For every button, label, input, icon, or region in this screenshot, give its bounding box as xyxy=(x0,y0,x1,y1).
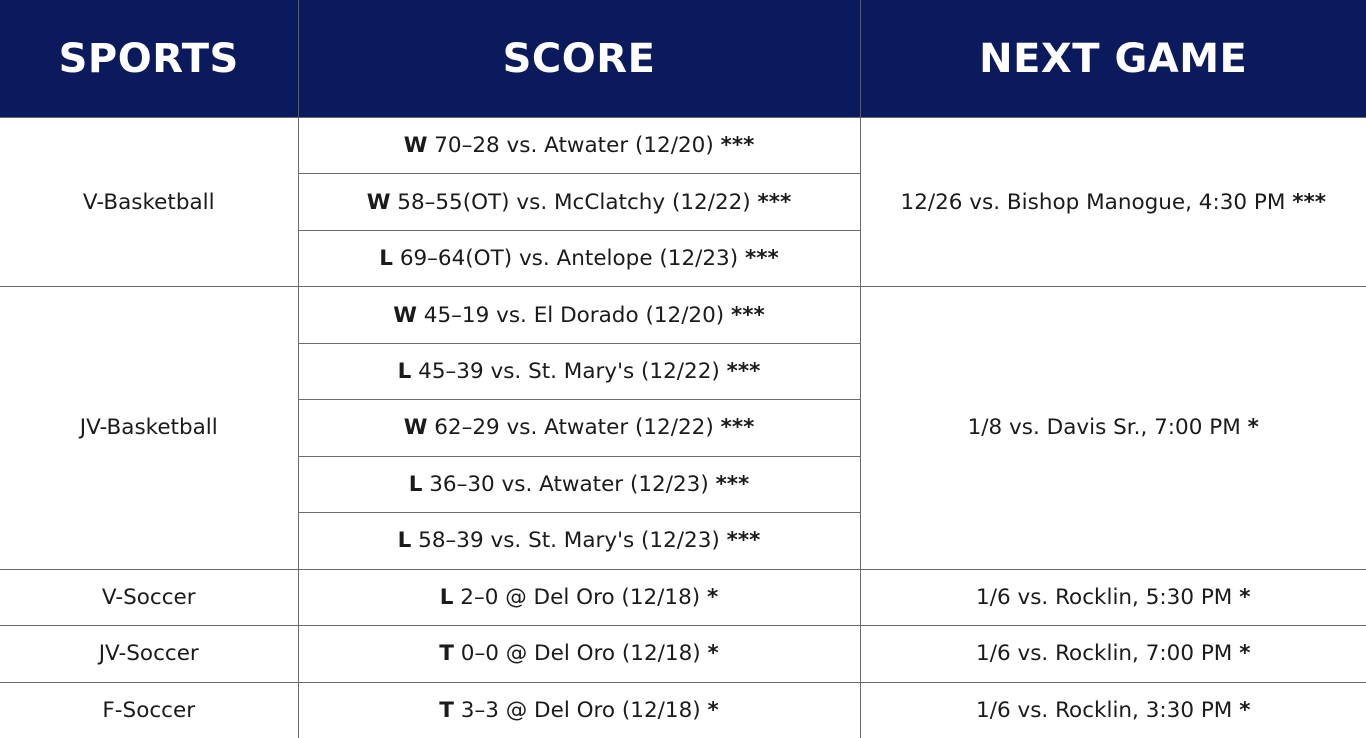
rating-stars: *** xyxy=(744,246,779,272)
score-text: 45–39 vs. St. Mary's (12/22) xyxy=(418,359,720,385)
rating-stars: * xyxy=(1239,697,1251,723)
rating-stars: *** xyxy=(720,133,755,159)
rating-stars: *** xyxy=(757,189,792,215)
sport-cell: V-Basketball xyxy=(0,118,298,287)
rating-stars: *** xyxy=(726,359,761,385)
table-row xyxy=(0,682,1366,738)
sport-cell: F-Soccer xyxy=(0,682,298,738)
sport-cell: JV-Basketball xyxy=(0,287,298,569)
score-text: 58–55(OT) vs. McClatchy (12/22) xyxy=(397,189,751,215)
score-text: 0–0 @ Del Oro (12/18) xyxy=(460,641,701,667)
result-label: W xyxy=(403,415,428,441)
score-text: 70–28 vs. Atwater (12/20) xyxy=(434,133,714,159)
sport-cell: JV-Soccer xyxy=(0,626,298,682)
result-label: L xyxy=(397,528,412,554)
score-cell xyxy=(298,456,860,512)
score-text: 58–39 vs. St. Mary's (12/23) xyxy=(418,528,720,554)
score-cell xyxy=(298,682,860,738)
table-body xyxy=(0,118,1366,738)
rating-stars: * xyxy=(1239,584,1251,610)
result-label: W xyxy=(366,189,391,215)
score-text: 45–19 vs. El Dorado (12/20) xyxy=(423,302,725,328)
result-label: T xyxy=(439,641,454,667)
score-cell xyxy=(298,287,860,343)
score-cell xyxy=(298,174,860,230)
score-text: 36–30 vs. Atwater (12/23) xyxy=(429,471,709,497)
sport-cell: V-Soccer xyxy=(0,569,298,625)
result-label: W xyxy=(403,133,428,159)
score-cell xyxy=(298,626,860,682)
rating-stars: * xyxy=(1239,641,1251,667)
rating-stars: *** xyxy=(726,528,761,554)
result-label: L xyxy=(439,584,454,610)
next-game-cell xyxy=(860,118,1366,287)
rating-stars: * xyxy=(707,584,719,610)
rating-stars: *** xyxy=(715,471,750,497)
score-cell xyxy=(298,118,860,174)
score-cell xyxy=(298,400,860,456)
score-text: 62–29 vs. Atwater (12/22) xyxy=(434,415,714,441)
result-label: L xyxy=(379,246,393,272)
table-row xyxy=(0,287,1366,343)
header-sports: SPORTS xyxy=(0,0,298,118)
rating-stars: * xyxy=(707,697,719,723)
next-game-cell xyxy=(860,682,1366,738)
rating-stars: * xyxy=(1247,415,1259,441)
next-game-text: 1/6 vs. Rocklin, 7:00 PM xyxy=(976,641,1233,667)
next-game-text: 1/8 vs. Davis Sr., 7:00 PM xyxy=(967,415,1241,441)
next-game-text: 1/6 vs. Rocklin, 5:30 PM xyxy=(976,584,1233,610)
score-cell xyxy=(298,513,860,569)
rating-stars: *** xyxy=(720,415,755,441)
result-label: L xyxy=(397,359,412,385)
rating-stars: * xyxy=(707,641,719,667)
score-cell xyxy=(298,230,860,286)
table-row xyxy=(0,626,1366,682)
result-label: L xyxy=(408,471,423,497)
next-game-text: 1/6 vs. Rocklin, 3:30 PM xyxy=(976,697,1233,723)
score-cell xyxy=(298,343,860,399)
next-game-cell xyxy=(860,287,1366,569)
score-text: 2–0 @ Del Oro (12/18) xyxy=(460,584,701,610)
rating-stars: *** xyxy=(731,302,765,328)
header-next-game: NEXT GAME xyxy=(860,0,1366,118)
header-score: SCORE xyxy=(298,0,860,118)
table-row xyxy=(0,569,1366,625)
header-row xyxy=(0,0,1366,118)
rating-stars: *** xyxy=(1292,189,1326,215)
table-header xyxy=(0,0,1366,118)
result-label: W xyxy=(393,302,417,328)
next-game-cell xyxy=(860,626,1366,682)
next-game-cell xyxy=(860,569,1366,625)
next-game-text: 12/26 vs. Bishop Manogue, 4:30 PM xyxy=(900,189,1286,215)
result-label: T xyxy=(439,697,454,723)
score-text: 69–64(OT) vs. Antelope (12/23) xyxy=(399,246,739,272)
score-text: 3–3 @ Del Oro (12/18) xyxy=(460,697,701,723)
table-row xyxy=(0,118,1366,174)
score-cell xyxy=(298,569,860,625)
